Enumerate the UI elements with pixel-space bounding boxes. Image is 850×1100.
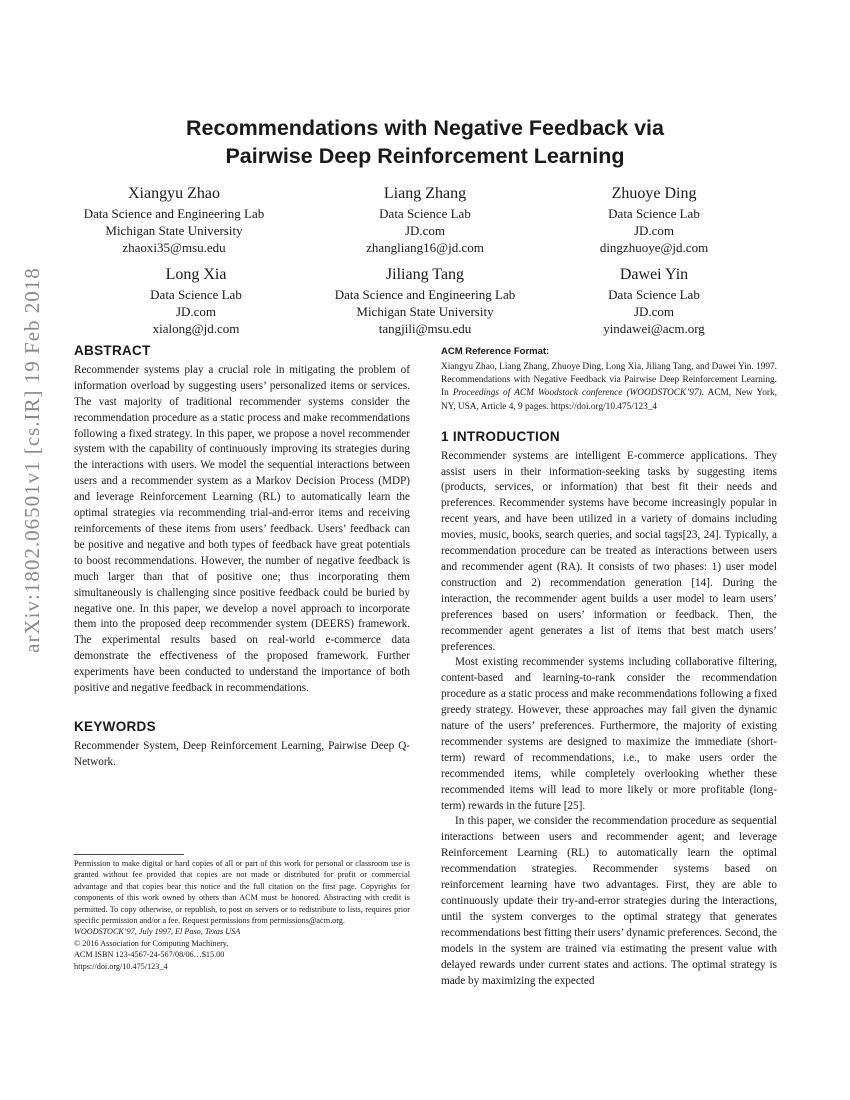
author-institution: JD.com [633, 304, 675, 319]
arxiv-identifier: arXiv:1802.06501v1 [cs.IR] 19 Feb 2018 [20, 267, 44, 653]
keywords-heading: KEYWORDS [74, 718, 156, 734]
author-institution: JD.com [633, 223, 675, 238]
left-column [74, 343, 410, 771]
author-name: Long Xia [165, 266, 227, 283]
doi-line: https://doi.org/10.475/123_4 [74, 961, 168, 971]
author-email: zhaoxi35@msu.edu [122, 240, 226, 255]
author-name: Xiangyu Zhao [128, 185, 220, 202]
abstract-text: Recommender systems play a crucial role in mitigating the problem of information overload by suggesting users’ personalized items or services. The vast majority of traditional recommender systems consider the recommendation procedure as a static process and make recommendations following a fixed strategy. In this paper, we propose a novel recommender system with the capability of continuously improving its strategies during the interactions with users. We model the sequential interactions between users and a recommender system as a Markov Decision Process (MDP) and leverage Reinforcement Learning (RL) to automatically learn the optimal strategies via recommending trial-and-error items and receiving reinforcements of these items from users’ feedback. Users’ feedback can be positive and negative and both types of feedback have great potentials to boost recommendations. However, the number of negative feedback is much larger than that of positive one; thus incorporating them simultaneously is challenging since positive feedback could be buried by negative one. In this paper, we develop a novel approach to incorporate them into the proposed deep recommender system (DEERS) framework. The experimental results based on real-world e-commerce data demonstrate the effectiveness of the proposed framework. Further experiments have been conducted to understand the importance of both positive and negative feedback in recommendations. [74, 363, 410, 695]
reference-text-end: ACM, New York, NY, USA, Article 4, 9 pages. https://doi.org/10.475/123_4 [441, 388, 777, 412]
author-institution: JD.com [175, 304, 217, 319]
author-block [54, 183, 294, 256]
author-email: tangjili@msu.edu [378, 321, 472, 336]
author-name: Dawei Yin [619, 266, 689, 283]
paper-title [120, 114, 730, 170]
title-line-1: Recommendations with Negative Feedback via [186, 116, 664, 140]
copyright-line: © 2016 Association for Computing Machinery. [74, 938, 229, 948]
author-block [305, 264, 545, 337]
reference-text-start: Xiangyu Zhao, Liang Zhang, Zhuoye Ding, Long Xia, Jiliang Tang, and Dawei Yin. 1997. Recommendations with Negative Feedback via Pairwise Deep Reinforcement Learning. In [441, 361, 777, 399]
conference-line: WOODSTOCK’97, July 1997, El Paso, Texas USA [74, 927, 241, 937]
intro-paragraph-1: Recommender systems are intelligent E-commerce applications. They assist users in their information-seeking tasks by suggesting items (products, services, or information) that best fit their needs and preferences. Recommender systems have become increasingly popular in recent years, and have been utilized in a variety of domains including movies, music, books, search queries, and social tags[23, 24]. Typically, a recommendation procedure can be treated as interactions between users and recommender agent (RA). It consists of two phases: 1) user model construction and 2) recommendation generation [14]. During the interaction, the recommender agent builds a user model to learn users’ preferences based on users’ information or feedback. Then, the recommender agent generates a list of items that best match users’ preferences. [441, 449, 777, 653]
footnote-rule [74, 854, 184, 855]
author-email: dingzhuoye@jd.com [599, 240, 709, 255]
reference-format-text [441, 361, 777, 414]
author-block [534, 264, 774, 337]
author-affiliation: Data Science and Engineering Lab [334, 287, 516, 302]
keywords-text: Recommender System, Deep Reinforcement Learning, Pairwise Deep Q-Network. [74, 739, 410, 768]
author-name: Liang Zhang [383, 185, 467, 202]
author-block [76, 264, 316, 337]
author-institution: Michigan State University [105, 223, 243, 238]
intro-paragraph-3: In this paper, we consider the recommendation procedure as sequential interactions between users and recommender agent; and leverage Reinforcement Learning (RL) to automatically learn the optimal recommendation strategies. Recommender systems based on reinforcement learning have two advantages. First, they are able to continuously update their try-and-error strategies during the interactions, until the system converges to the optimal strategy that generates recommendations best fitting their users’ dynamic preferences. Second, the models in the system are trained via estimating the present value with delayed rewards under current states and actions. The optimal strategy is made by maximizing the expected [441, 815, 777, 987]
title-line-2: Pairwise Deep Reinforcement Learning [225, 144, 625, 168]
permission-text: Permission to make digital or hard copies of all or part of this work for personal or classroom use is granted without fee provided that copies are not made or distributed for profit or commercial advantage and that copies bear this notice and the full citation on the first page. Copyrights for components of this work owned by others than ACM must be honored. Abstracting with credit is permitted. To copy otherwise, or republish, to post on servers or to redistribute to lists, requires prior specific permission and/or a fee. Request permissions from permissions@acm.org. [74, 859, 410, 926]
author-affiliation: Data Science and Engineering Lab [83, 206, 265, 221]
author-email: yindawei@acm.org [603, 321, 705, 336]
author-affiliation: Data Science Lab [150, 287, 242, 302]
author-name: Jiliang Tang [385, 266, 465, 283]
author-affiliation: Data Science Lab [608, 206, 700, 221]
abstract-heading: ABSTRACT [74, 343, 151, 358]
author-block [305, 183, 545, 256]
author-name: Zhuoye Ding [611, 185, 697, 202]
intro-paragraph-2: Most existing recommender systems including collaborative filtering, content-based and learning-to-rank consider the recommendation procedure as a static process and make recommendations following a fixed greedy strategy. However, these approaches may fail given the dynamic nature of the users’ preferences. Furthermore, the majority of existing recommender systems are designed to maximize the immediate (short-term) reward of recommendations, i.e., to make users order the recommended items, while completely overlooking whether these recommended items will lead to more likely or more profitable (long-term) rewards in the future [25]. [441, 656, 777, 812]
author-email: zhangliang16@jd.com [366, 240, 484, 255]
author-institution: JD.com [404, 223, 446, 238]
introduction-heading: 1 INTRODUCTION [441, 428, 560, 444]
author-email: xialong@jd.com [152, 321, 240, 336]
author-affiliation: Data Science Lab [608, 287, 700, 302]
author-affiliation: Data Science Lab [379, 206, 471, 221]
copyright-notice [74, 858, 410, 972]
author-institution: Michigan State University [356, 304, 494, 319]
reference-format-heading: ACM Reference Format: [441, 346, 550, 357]
isbn-line: ACM ISBN 123-4567-24-567/08/06…$15.00 [74, 950, 225, 960]
author-block [534, 183, 774, 256]
right-column [441, 344, 777, 989]
reference-venue: Proceedings of ACM Woodstock conference (WOODSTOCK’97). [452, 388, 705, 399]
